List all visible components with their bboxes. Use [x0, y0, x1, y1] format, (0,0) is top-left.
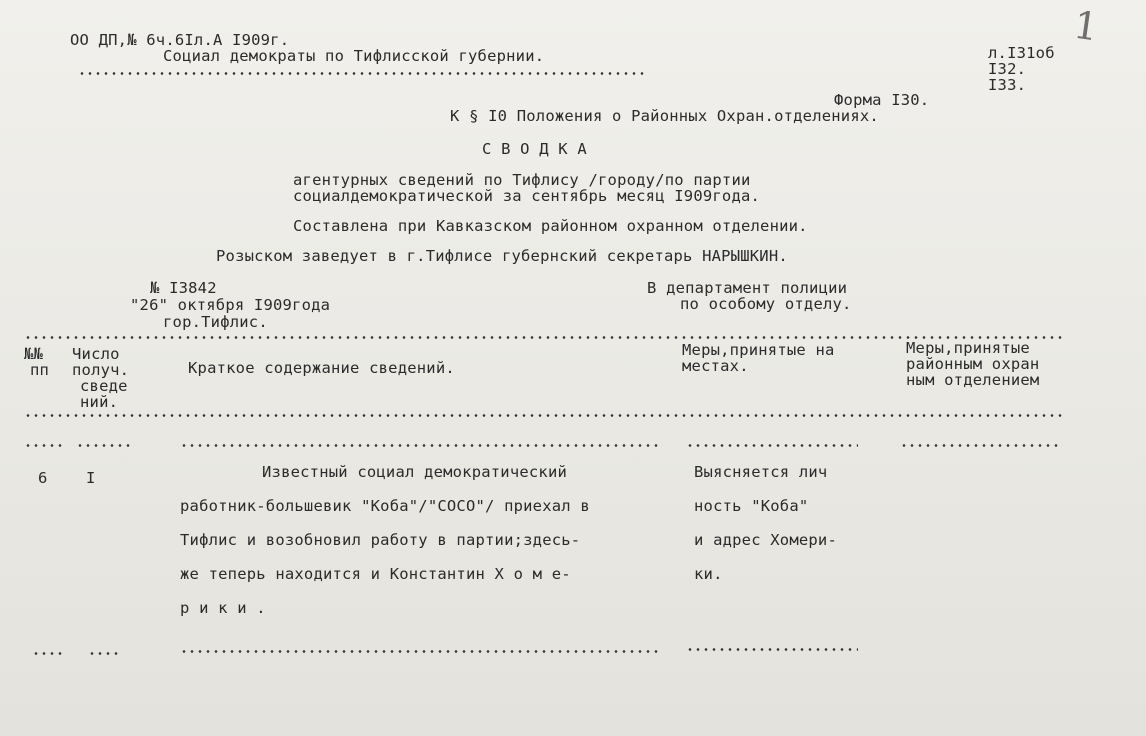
col-count-header-1: Число — [72, 345, 120, 363]
col-measures-local-header-2: местах. — [682, 357, 749, 375]
col-rule-content — [180, 444, 660, 447]
sheet-number-3: I33. — [988, 76, 1027, 94]
row-count: I — [86, 469, 96, 487]
row-measures-line-2: ность "Коба" — [694, 497, 809, 515]
document-subject: Социал демократы по Тифлисской губернии. — [163, 47, 545, 65]
col-num-header-2: пп — [30, 361, 50, 379]
row-number: 6 — [38, 469, 48, 487]
dispatch-place: гор.Тифлис. — [163, 313, 268, 331]
row-content-line-2: работник-большевик "Коба"/"СОСО"/ приехал в — [180, 497, 590, 515]
dispatch-number: № I3842 — [150, 279, 217, 297]
form-number: Форма I30. — [834, 91, 930, 109]
row-measures-line-1: Выясняется лич — [694, 463, 828, 481]
sheet-number-1: л.I31об — [988, 44, 1055, 62]
col-measures-district-header-2: районным охран — [906, 355, 1040, 373]
row-content-line-4: же теперь находится и Константин Х о м е- — [180, 565, 571, 583]
col-content-header: Краткое содержание сведений. — [188, 359, 455, 377]
row-content-line-5: р и к и . — [180, 599, 266, 617]
bottom-rule-num — [32, 652, 62, 655]
col-rule-num — [24, 444, 64, 447]
compiled-by: Составлена при Кавказском районном охранном отделении. — [293, 217, 808, 235]
col-count-header-4: ний. — [80, 393, 119, 411]
col-measures-district-header-1: Меры,принятые — [906, 339, 1030, 357]
col-count-header-3: сведе — [80, 377, 128, 395]
page-number-mark: 1 — [1071, 2, 1102, 50]
bottom-rule-measures — [686, 648, 858, 651]
col-rule-measures-district — [900, 444, 1060, 447]
recipient-line-1: В департамент полиции — [647, 279, 848, 297]
title-line-2: социалдемократической за сентябрь месяц I909года. — [293, 187, 761, 205]
row-content-line-3: Тифлис и возобновил работу в партии;здесь- — [180, 531, 581, 549]
recipient-line-2: по особому отделу. — [680, 295, 852, 313]
row-content-line-1: Известный социал демократический — [262, 463, 568, 481]
col-measures-local-header-1: Меры,принятые на — [682, 341, 835, 359]
dispatch-date: "26" октября I909года — [130, 296, 331, 314]
bottom-rule-count — [88, 652, 118, 655]
bottom-rule-content — [180, 650, 660, 653]
head-of-search: Розыском заведует в г.Тифлисе губернский секретарь НАРЫШКИН. — [216, 247, 788, 265]
row-measures-line-3: и адрес Хомери- — [694, 531, 837, 549]
col-count-header-2: получ. — [72, 361, 130, 379]
row-measures-line-4: ки. — [694, 565, 723, 583]
archive-reference: ОО ДП,№ 6ч.6Iл.А I909г. — [70, 31, 290, 49]
col-rule-measures-local — [686, 444, 858, 447]
regulation-clause: К § I0 Положения о Районных Охран.отделениях. — [450, 107, 879, 125]
title-line-1: агентурных сведений по Тифлису /городу/по партии — [293, 171, 751, 189]
col-rule-count — [76, 444, 134, 447]
sheet-number-2: I32. — [988, 60, 1027, 78]
document-heading: С В О Д К А — [482, 140, 587, 158]
header-bottom-rule — [24, 414, 1066, 417]
dotted-rule — [78, 72, 644, 75]
col-num-header-1: №№ — [24, 345, 44, 363]
col-measures-district-header-3: ным отделением — [906, 371, 1040, 389]
